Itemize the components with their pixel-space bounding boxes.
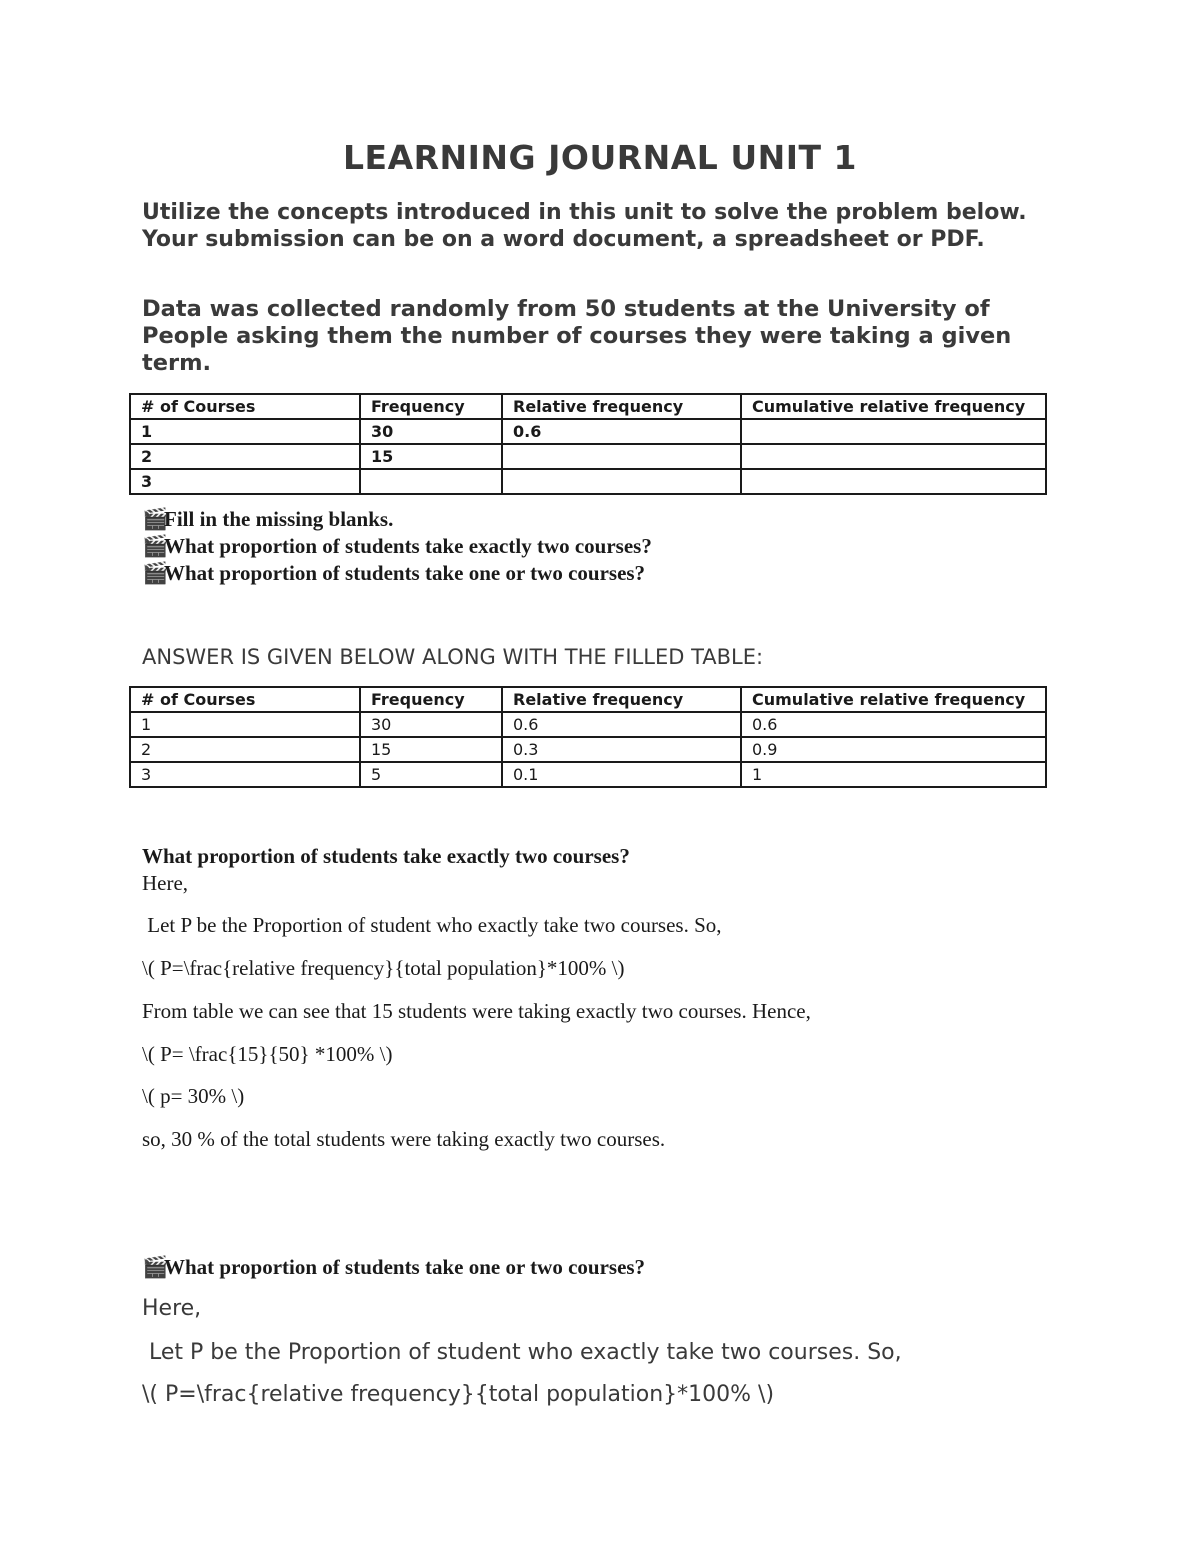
page-title: LEARNING JOURNAL UNIT 1 [343,138,857,177]
table-cell [741,469,1046,494]
header-cell: # of Courses [130,394,360,419]
table-cell: 30 [360,419,502,444]
table-cell: 1 [130,712,360,737]
question-text: What proportion of students take exactly two courses? [164,534,652,558]
table-cell [360,469,502,494]
list-item [142,533,652,560]
table-row [130,712,1046,737]
answer1-line: Here, [142,871,189,895]
table-cell [502,444,741,469]
table-cell: 1 [130,419,360,444]
table-cell: 3 [130,469,360,494]
list-item [142,560,652,587]
header-cell: Relative frequency [502,687,741,712]
question-frequency-table [129,393,1047,495]
header-cell: Frequency [360,687,502,712]
answer-heading: ANSWER IS GIVEN BELOW ALONG WITH THE FILLED TABLE: [142,645,764,669]
intro-paragraph: Utilize the concepts introduced in this unit to solve the problem below. Your submission can be on a word document, a spreadsheet or PDF. [142,200,1027,252]
table-cell: 3 [130,762,360,787]
header-cell: Cumulative relative frequency [741,687,1046,712]
header-cell: Cumulative relative frequency [741,394,1046,419]
table-cell [741,444,1046,469]
table-header-row [130,394,1046,419]
answer1-formula: \( P=\frac{relative frequency}{total population}*100% \) [142,956,625,980]
table-cell: 0.9 [741,737,1046,762]
table-cell: 0.3 [502,737,741,762]
answer-frequency-table [129,686,1047,788]
table-cell: 2 [130,737,360,762]
question-text: What proportion of students take one or two courses? [164,561,646,585]
table-cell [741,419,1046,444]
answer2-line: Let P be the Proportion of student who exactly take two courses. So, [142,1340,902,1365]
question-text: Fill in the missing blanks. [164,507,394,531]
table-cell: 5 [360,762,502,787]
header-cell: Relative frequency [502,394,741,419]
header-cell: # of Courses [130,687,360,712]
header-cell: Frequency [360,394,502,419]
answer2-line: Here, [142,1296,202,1321]
answer1-line: Let P be the Proportion of student who exactly take two courses. So, [142,913,722,937]
table-row [130,762,1046,787]
table-header-row [130,687,1046,712]
table-cell: 2 [130,444,360,469]
answer2-formula: \( P=\frac{relative frequency}{total population}*100% \) [142,1382,775,1407]
clapperboard-icon: 🎬 [142,1255,169,1279]
table-cell [502,469,741,494]
table-cell: 15 [360,444,502,469]
clapperboard-icon: 🎬 [142,507,169,531]
clapperboard-icon: 🎬 [142,534,169,558]
answer1-formula: \( p= 30% \) [142,1084,245,1108]
data-description-paragraph: Data was collected randomly from 50 students at the University of People asking them the number of courses they were taking a given term. [142,296,1012,376]
answer2-question-text: What proportion of students take one or two courses? [164,1255,646,1279]
table-row [130,444,1046,469]
table-cell: 1 [741,762,1046,787]
answer2-question [142,1255,645,1280]
table-row [130,469,1046,494]
table-cell: 0.6 [502,419,741,444]
list-item [142,506,652,533]
table-cell: 0.6 [741,712,1046,737]
clapperboard-icon: 🎬 [142,561,169,585]
answer1-line: From table we can see that 15 students were taking exactly two courses. Hence, [142,999,811,1023]
table-row [130,737,1046,762]
table-cell: 0.6 [502,712,741,737]
answer1-formula: \( P= \frac{15}{50} *100% \) [142,1042,393,1066]
table-row [130,419,1046,444]
table-cell: 15 [360,737,502,762]
question-list [142,506,652,587]
answer1-conclusion: so, 30 % of the total students were taking exactly two courses. [142,1127,666,1151]
answer1-question: What proportion of students take exactly two courses? [142,844,630,868]
table-cell: 0.1 [502,762,741,787]
table-cell: 30 [360,712,502,737]
